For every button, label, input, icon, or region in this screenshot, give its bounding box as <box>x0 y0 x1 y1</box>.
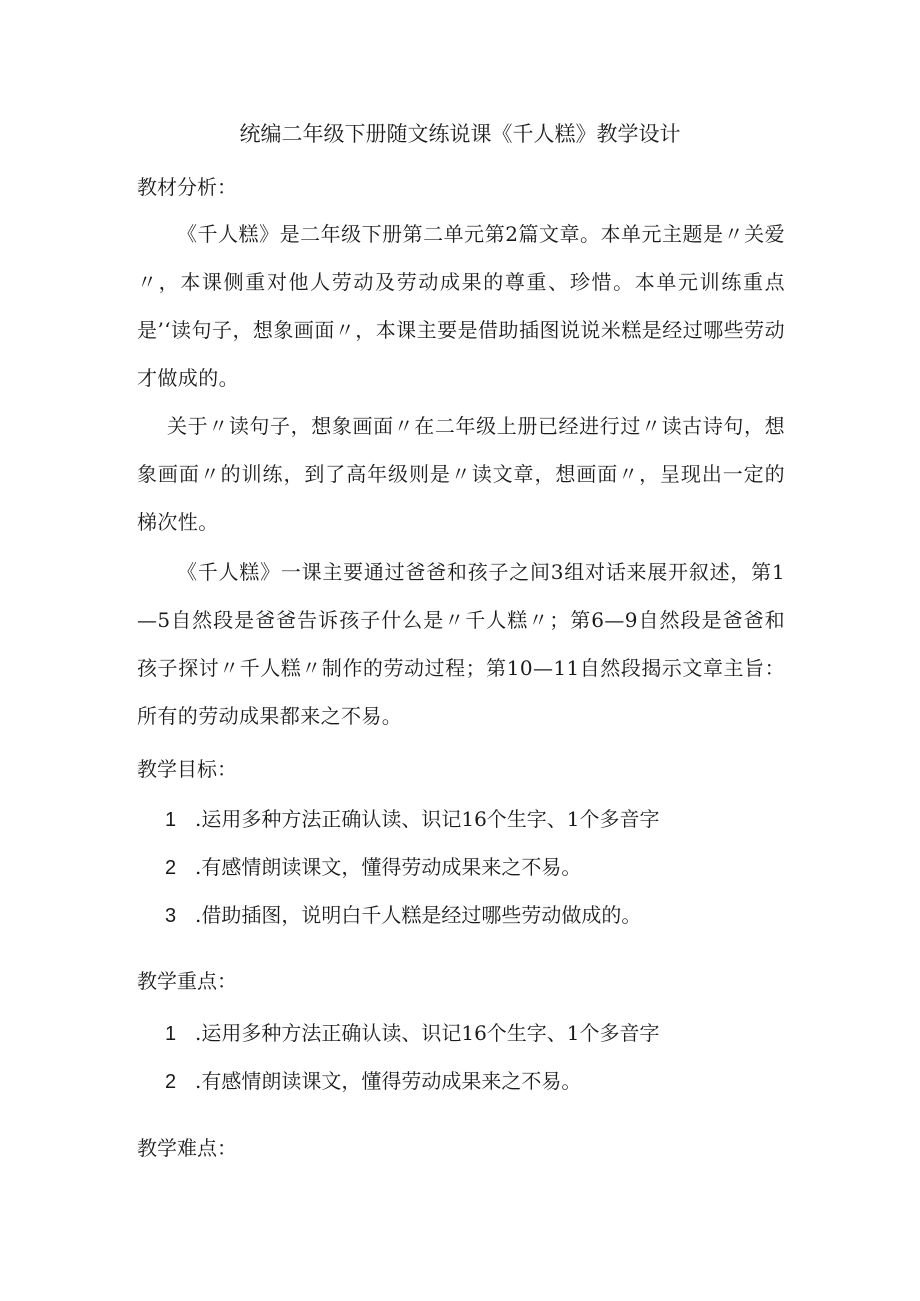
goal-item-number: 1 <box>165 809 177 831</box>
analysis-paragraph-1: 《千人糕》是二年级下册第二单元第2篇文章。本单元主题是〃关爱〃，本课侧重对他人劳动及劳动成果的尊重、珍惜。本单元训练重点是’‘读句子，想象画面〃，本课主要是借助插图说说米糕是经过哪些劳动才做成的。 <box>137 222 785 390</box>
analysis-paragraph-2: 关于〃读句子，想象画面〃在二年级上册已经进行过〃读古诗句，想象画面〃的训练，到了高年级则是〃读文章，想画面〃，呈现出一定的梯次性。 <box>137 414 785 534</box>
goal-item-number: 2 <box>165 857 177 879</box>
keypoint-item-1 <box>165 1018 660 1049</box>
goal-item-text: .运用多种方法正确认读、识记16个生字、1个多音字 <box>195 807 660 831</box>
section-heading-difficulties: 教学难点： <box>137 1136 237 1160</box>
goal-item-3 <box>165 900 641 931</box>
keypoint-item-text: .有感情朗读课文，懂得劳动成果来之不易。 <box>195 1069 582 1093</box>
keypoint-item-text: .运用多种方法正确认读、识记16个生字、1个多音字 <box>195 1021 660 1045</box>
section-heading-analysis: 教材分析： <box>137 175 237 199</box>
goal-item-2 <box>165 852 581 883</box>
goal-item-text: .有感情朗读课文，懂得劳动成果来之不易。 <box>195 855 582 879</box>
analysis-paragraph-3: 《千人糕》一课主要通过爸爸和孩子之间3组对话来展开叙述，第1—5自然段是爸爸告诉孩子什么是〃千人糕〃；第6—9自然段是爸爸和孩子探讨〃千人糕〃制作的劳动过程；第10—11自然段揭示文章主旨：所有的劳动成果都来之不易。 <box>137 560 785 728</box>
keypoint-item-number: 1 <box>165 1023 177 1045</box>
section-heading-keypoints: 教学重点： <box>137 969 237 993</box>
goal-item-text: .借助插图，说明白千人糕是经过哪些劳动做成的。 <box>195 903 642 927</box>
goal-item-number: 3 <box>165 905 177 927</box>
keypoint-item-2 <box>165 1066 581 1097</box>
goal-item-1 <box>165 804 660 835</box>
section-heading-goals: 教学目标： <box>137 757 237 781</box>
document-title: 统编二年级下册随文练说课《千人糕》教学设计 <box>239 122 681 146</box>
keypoint-item-number: 2 <box>165 1071 177 1093</box>
